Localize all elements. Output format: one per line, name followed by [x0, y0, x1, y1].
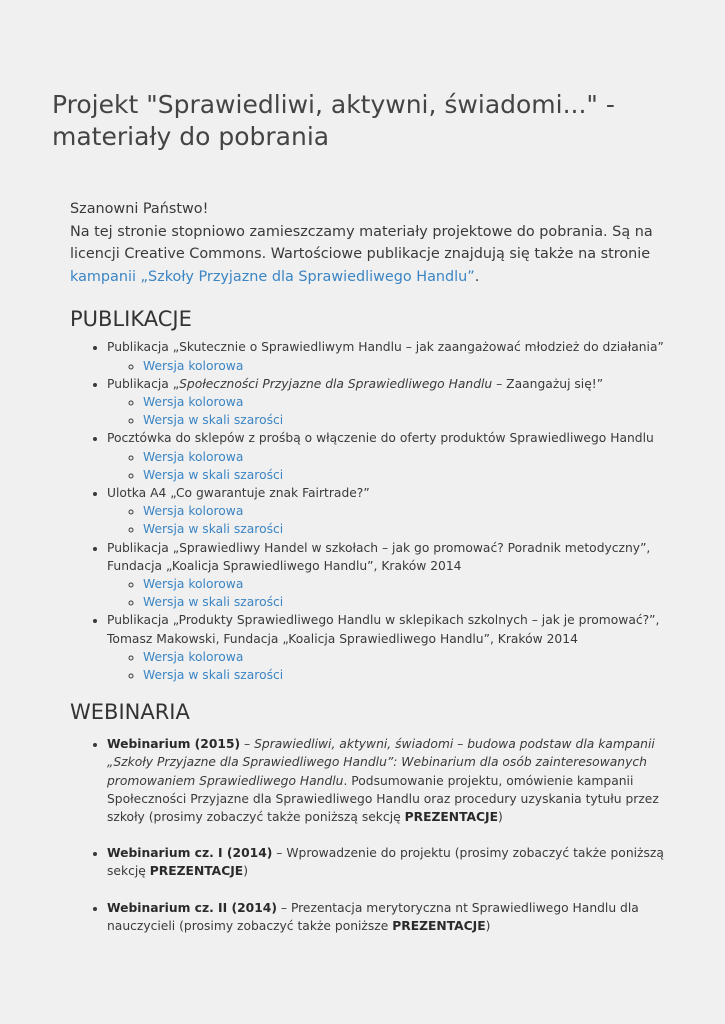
intro-end: . — [474, 268, 480, 285]
publication-item — [107, 375, 670, 430]
publication-item — [107, 611, 670, 684]
publication-title-italic: Społeczności Przyjazne dla Sprawiedliwego Handlu — [179, 376, 493, 391]
webinar-title: Webinarium (2015) — [107, 737, 241, 752]
webinar-end: ) — [498, 810, 503, 825]
webinar-title: Webinarium cz. II (2014) — [107, 900, 277, 915]
webinar-item — [107, 735, 670, 826]
download-links — [107, 575, 670, 611]
publication-item — [107, 338, 670, 374]
intro-greeting: Szanowni Państwo! — [70, 201, 209, 217]
publication-item — [107, 429, 670, 484]
article-content — [70, 198, 670, 953]
intro-text: Na tej stronie stopniowo zamieszczamy materiały projektowe do pobrania. Są na licencji Creative Commons. Wartościowe publikacje znajdują się także na stronie — [70, 223, 653, 263]
publikacje-heading: PUBLIKACJE — [70, 307, 192, 332]
download-links — [107, 448, 670, 484]
download-item — [143, 448, 670, 466]
webinaria-list — [70, 735, 670, 935]
download-item — [143, 466, 670, 484]
webinar-subtitle: Sprawiedliwi, aktywni, świadomi – budowa podstaw dla kampanii „Szkoły Przyjazne dla Sprawiedliwego Handlu”: Webinarium dla osób zainteresowanych promowaniem Sprawiedliwego Handlu — [107, 737, 655, 788]
webinaria-heading: WEBINARIA — [70, 700, 190, 725]
webinar-end: ) — [243, 864, 249, 879]
color-version-link[interactable]: Wersja kolorowa — [143, 449, 244, 464]
webinar-section-ref: PREZENTACJE — [404, 810, 499, 825]
download-item — [143, 520, 670, 538]
webinar-separator: – — [240, 737, 255, 752]
publication-item — [107, 539, 670, 612]
color-version-link[interactable]: Wersja kolorowa — [143, 358, 244, 373]
intro-paragraph — [70, 221, 670, 289]
grayscale-version-link[interactable]: Wersja w skali szarości — [143, 413, 284, 428]
webinar-end: ) — [485, 918, 491, 933]
color-version-link[interactable]: Wersja kolorowa — [143, 504, 244, 519]
download-item — [143, 648, 670, 666]
webinar-separator: – — [272, 846, 287, 861]
publication-title: Publikacja „Produkty Sprawiedliwego Handlu w sklepikach szkolnych – jak je promować?”, Tomasz Makowski, Fundacja „Koalicja Sprawiedliwego Handlu”, Kraków 2014 — [107, 613, 660, 646]
page-title: Projekt "Sprawiedliwi, aktywni, świadomi..." - materiały do pobrania — [52, 90, 615, 151]
color-version-link[interactable]: Wersja kolorowa — [143, 394, 244, 409]
download-links — [107, 393, 670, 429]
publication-title: Publikacja „Skutecznie o Sprawiedliwym Handlu – jak zaangażować młodzież do działania” — [107, 340, 664, 355]
campaign-link[interactable]: kampanii „Szkoły Przyjazne dla Sprawiedliwego Handlu” — [70, 268, 475, 285]
webinar-description: Prezentacja merytoryczna nt Sprawiedliwego Handlu dla nauczycieli (prosimy zobaczyć także poniższe — [107, 900, 639, 933]
download-item — [143, 575, 670, 593]
publication-item — [107, 484, 670, 539]
publication-title: Pocztówka do sklepów z prośbą o włączenie do oferty produktów Sprawiedliwego Handlu — [107, 431, 654, 446]
download-links — [107, 648, 670, 684]
download-item — [143, 393, 670, 411]
publikacje-list — [70, 338, 670, 684]
grayscale-version-link[interactable]: Wersja w skali szarości — [143, 595, 284, 610]
webinar-description: . Podsumowanie projektu, omówienie kampanii Społeczności Przyjazne dla Sprawiedliwego Handlu oraz procedury uzyskania tytułu przez szkoły (prosimy zobaczyć także poniższą sekcję — [107, 773, 659, 825]
color-version-link[interactable]: Wersja kolorowa — [143, 649, 244, 664]
publication-title: Publikacja „Sprawiedliwy Handel w szkołach – jak go promować? Poradnik metodyczny”, Fundacja „Koalicja Sprawiedliwego Handlu”, Kraków 2014 — [107, 540, 651, 573]
download-item — [143, 357, 670, 375]
grayscale-version-link[interactable]: Wersja w skali szarości — [143, 668, 284, 683]
webinar-item — [107, 844, 670, 880]
webinar-separator: – — [276, 900, 291, 915]
intro — [70, 198, 670, 288]
webinar-item — [107, 899, 670, 935]
download-links — [107, 502, 670, 538]
publication-title: Publikacja „ — [107, 376, 180, 391]
grayscale-version-link[interactable]: Wersja w skali szarości — [143, 522, 284, 537]
download-item — [143, 502, 670, 520]
webinar-section-ref: PREZENTACJE — [392, 918, 486, 933]
webinar-section-ref: PREZENTACJE — [149, 864, 244, 879]
publication-title-suffix: – Zaangażuj się!” — [492, 376, 604, 391]
webinar-description: Wprowadzenie do projektu (prosimy zobaczyć także poniższą sekcję — [107, 846, 664, 879]
webinar-title: Webinarium cz. I (2014) — [107, 846, 273, 861]
grayscale-version-link[interactable]: Wersja w skali szarości — [143, 467, 284, 482]
download-item — [143, 666, 670, 684]
color-version-link[interactable]: Wersja kolorowa — [143, 577, 244, 592]
download-item — [143, 411, 670, 429]
publication-title: Ulotka A4 „Co gwarantuje znak Fairtrade?” — [107, 486, 370, 500]
download-item — [143, 593, 670, 611]
download-links — [107, 357, 670, 375]
